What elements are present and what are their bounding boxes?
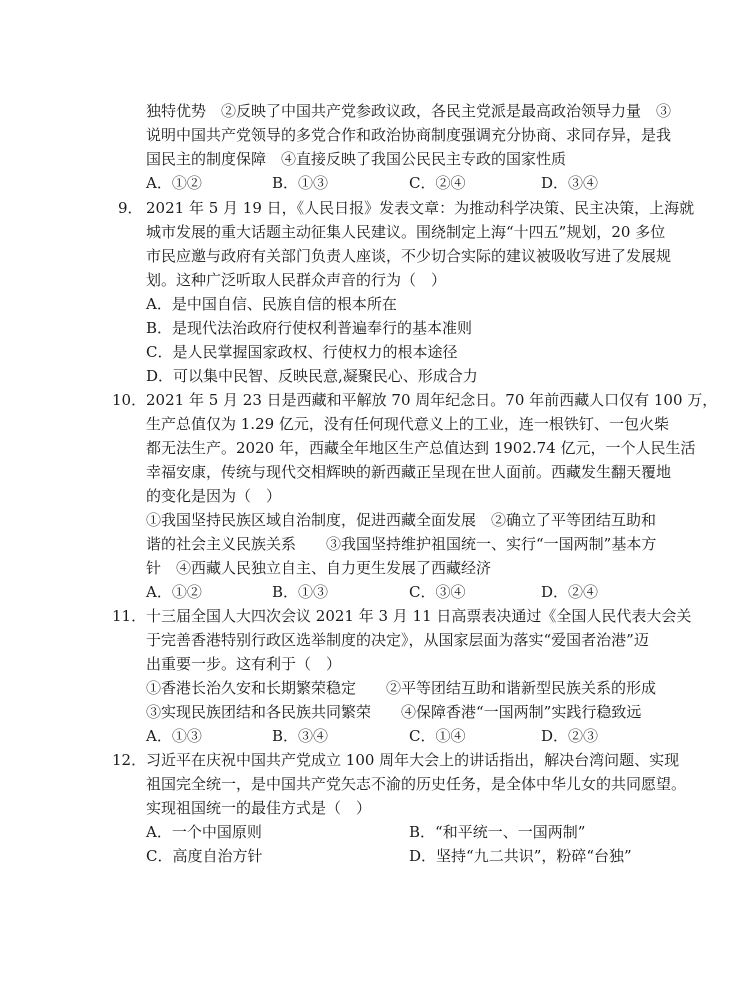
q11-stem-line: 十三届全国人大四次会议 2021 年 3 月 11 日高票表决通过《全国人民代表大会关 <box>146 607 692 625</box>
q12-stem-line: 祖国完全统一，是中国共产党矢志不渝的历史任务，是全体中华儿女的共同愿望。 <box>146 775 687 793</box>
q10-stem-line: 生产总值仅为 1.29 亿元，没有任何现代意义上的工业，连一根铁钉、一包火柴 <box>146 415 669 433</box>
q11-number: 11． <box>112 607 147 625</box>
q11-statement-line: ①香港长治久安和长期繁荣稳定 ②平等团结互助和谐新型民族关系的形成 <box>146 679 657 697</box>
q9-stem-line: 划。这种广泛听取人民群众声音的行为（ ） <box>146 271 447 289</box>
q11-option-b[interactable]: B．③④ <box>272 727 329 745</box>
q10-option-a[interactable]: A．①② <box>146 583 202 601</box>
q9-option-a[interactable]: A．是中国自信、民族自信的根本所在 <box>146 295 397 313</box>
q10-option-c[interactable]: C．③④ <box>409 583 466 601</box>
q8-option-b[interactable]: B．①③ <box>272 174 329 192</box>
q11-option-d[interactable]: D．②③ <box>541 727 599 745</box>
q10-statement-line: 谐的社会主义民族关系 ③我国坚持维护祖国统一、实行“一国两制”基本方 <box>146 535 657 553</box>
q8-option-c[interactable]: C．②④ <box>409 174 466 192</box>
q10-statement-line: 针 ④西藏人民独立自主、自力更生发展了西藏经济 <box>146 559 492 577</box>
q9-stem-line: 市民应邀与政府有关部门负责人座谈，不少切合实际的建议被吸收写进了发展规 <box>146 247 672 265</box>
q9-option-b[interactable]: B．是现代法治政府行使权利普遍奉行的基本准则 <box>146 319 473 337</box>
q11-stem-line: 于完善香港特别行政区选举制度的决定》，从国家层面为落实“爱国者治港”迈 <box>146 631 649 649</box>
q9-option-d[interactable]: D．可以集中民智、反映民意,凝聚民心、形成合力 <box>146 367 478 385</box>
q8-option-d[interactable]: D．③④ <box>541 174 599 192</box>
q8-option-a[interactable]: A．①② <box>146 174 202 192</box>
q8-text-line: 独特优势 ②反映了中国共产党参政议政，各民主党派是最高政治领导力量 ③ <box>146 102 672 120</box>
q11-option-a[interactable]: A．①③ <box>146 727 202 745</box>
q10-stem-line: 的变化是因为（ ） <box>146 487 282 505</box>
q12-stem-line: 实现祖国统一的最佳方式是（ ） <box>146 799 372 817</box>
q10-stem-line: 幸福安康，传统与现代交相辉映的新西藏正呈现在世人面前。西藏发生翻天覆地 <box>146 463 672 481</box>
q12-option-d[interactable]: D．坚持“九二共识”，粉碎“台独” <box>409 847 632 865</box>
q8-text-line: 说明中国共产党领导的多党合作和政治协商制度强调充分协商、求同存异，是我 <box>146 126 672 144</box>
q10-option-d[interactable]: D．②④ <box>541 583 599 601</box>
q12-option-a[interactable]: A．一个中国原则 <box>146 823 262 841</box>
q10-stem-line: 2021 年 5 月 23 日是西藏和平解放 70 周年纪念日。70 年前西藏人口仅有 100 万， <box>146 391 718 409</box>
q9-option-c[interactable]: C．是人民掌握国家政权、行使权力的根本途径 <box>146 343 458 361</box>
q8-text-line: 国民主的制度保障 ④直接反映了我国公民民主专政的国家性质 <box>146 150 567 168</box>
q12-option-c[interactable]: C．高度自治方针 <box>146 847 263 865</box>
q11-option-c[interactable]: C．①④ <box>409 727 466 745</box>
q9-stem-line: 城市发展的重大话题主动征集人民建议。围绕制定上海“十四五”规划，20 多位 <box>146 223 666 241</box>
q12-stem-line: 习近平在庆祝中国共产党成立 100 周年大会上的讲话指出，解决台湾问题、实现 <box>146 751 680 769</box>
q10-option-b[interactable]: B．①③ <box>272 583 329 601</box>
q11-statement-line: ③实现民族团结和各民族共同繁荣 ④保障香港“一国两制”实践行稳致远 <box>146 703 642 721</box>
q10-number: 10． <box>112 391 147 409</box>
q9-number: 9． <box>118 199 143 217</box>
q12-number: 12． <box>112 751 147 769</box>
q11-stem-line: 出重要一步。这有利于（ ） <box>146 655 342 673</box>
q10-stem-line: 都无法生产。2020 年，西藏全年地区生产总值达到 1902.74 亿元，一个人民生活 <box>146 439 696 457</box>
q9-stem-line: 2021 年 5 月 19 日，《人民日报》发表文章：为推动科学决策、民主决策，上海就 <box>146 199 695 217</box>
q10-statement-line: ①我国坚持民族区域自治制度，促进西藏全面发展 ②确立了平等团结互助和 <box>146 511 657 529</box>
q12-option-b[interactable]: B．“和平统一、一国两制” <box>409 823 586 841</box>
